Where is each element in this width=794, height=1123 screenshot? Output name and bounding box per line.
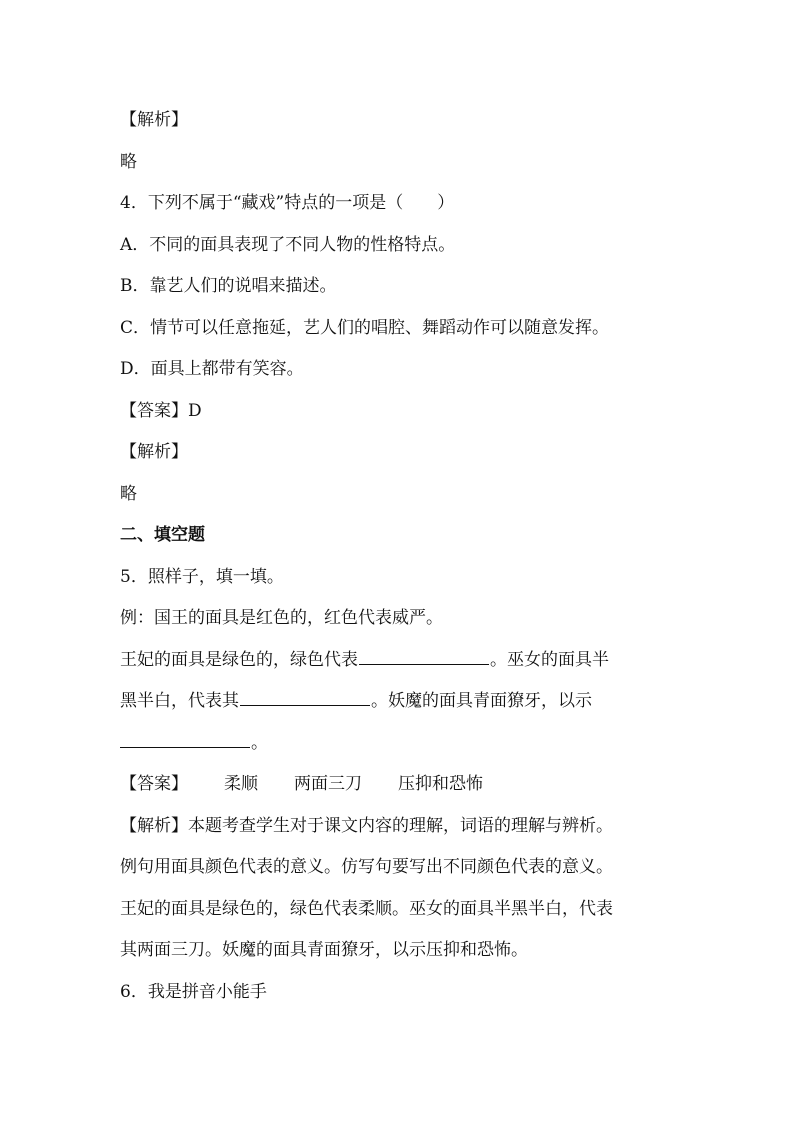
q5-answer-1: 柔顺: [224, 774, 258, 794]
q5-answer: [120, 764, 680, 806]
q5-analysis-line-3: 王妃的面具是绿色的，绿色代表柔顺。巫女的面具半黑半白，代表: [120, 898, 613, 919]
q5-line-2-text-b: 。妖魔的面具青面獠牙，以示: [371, 691, 592, 711]
q5-answer-label: 【答案】: [120, 774, 188, 794]
q4-analysis-label: 【解析】: [120, 442, 188, 462]
q4-option-a: A．不同的面具表现了不同人物的性格特点。: [120, 234, 456, 255]
q4-answer: 【答案】D: [120, 400, 202, 421]
q4-option-b: B．靠艺人们的说唱来描述。: [120, 276, 337, 296]
q5-line-3: [120, 723, 680, 765]
q6-question: 6．我是拼音小能手: [120, 981, 267, 1002]
q5-line-2-text-a: 黑半白，代表其: [120, 691, 239, 711]
q5-example: 例：国王的面具是红色的，红色代表威严。: [120, 608, 443, 628]
q5-answer-3: 压抑和恐怖: [398, 774, 483, 794]
q5-line-1: [120, 640, 680, 682]
q5-line-2: [120, 681, 680, 723]
q5-blank-3: [120, 733, 250, 748]
q5-line-3-text-b: 。: [251, 732, 268, 753]
q5-blank-1: [359, 650, 489, 665]
q4-option-c: C．情节可以任意拖延，艺人们的唱腔、舞蹈动作可以随意发挥。: [120, 317, 610, 338]
q5-analysis-line-1: 【解析】本题考查学生对于课文内容的理解，词语的理解与辨析。: [120, 815, 613, 836]
document-content: [120, 100, 680, 1013]
q5-analysis-line-2: 例句用面具颜色代表的意义。仿写句要写出不同颜色代表的意义。: [120, 857, 613, 877]
q5-question: 5．照样子，填一填。: [120, 566, 284, 587]
section-title-fill-blank: 二、填空题: [120, 525, 205, 545]
q4-option-d: D．面具上都带有笑容。: [120, 359, 304, 379]
q5-line-1-text-b: 。巫女的面具半: [490, 649, 609, 670]
q5-answer-2: 两面三刀: [294, 774, 362, 794]
q3-analysis-text: 略: [120, 151, 137, 172]
q3-analysis-label: 【解析】: [120, 110, 188, 130]
q4-analysis-text: 略: [120, 483, 137, 504]
q5-blank-2: [240, 691, 370, 706]
q4-question: 4．下列不属于“藏戏”特点的一项是（ ）: [120, 193, 455, 213]
q5-line-1-text-a: 王妃的面具是绿色的，绿色代表: [120, 649, 358, 670]
q5-analysis-line-4: 其两面三刀。妖魔的面具青面獠牙，以示压抑和恐怖。: [120, 940, 528, 960]
